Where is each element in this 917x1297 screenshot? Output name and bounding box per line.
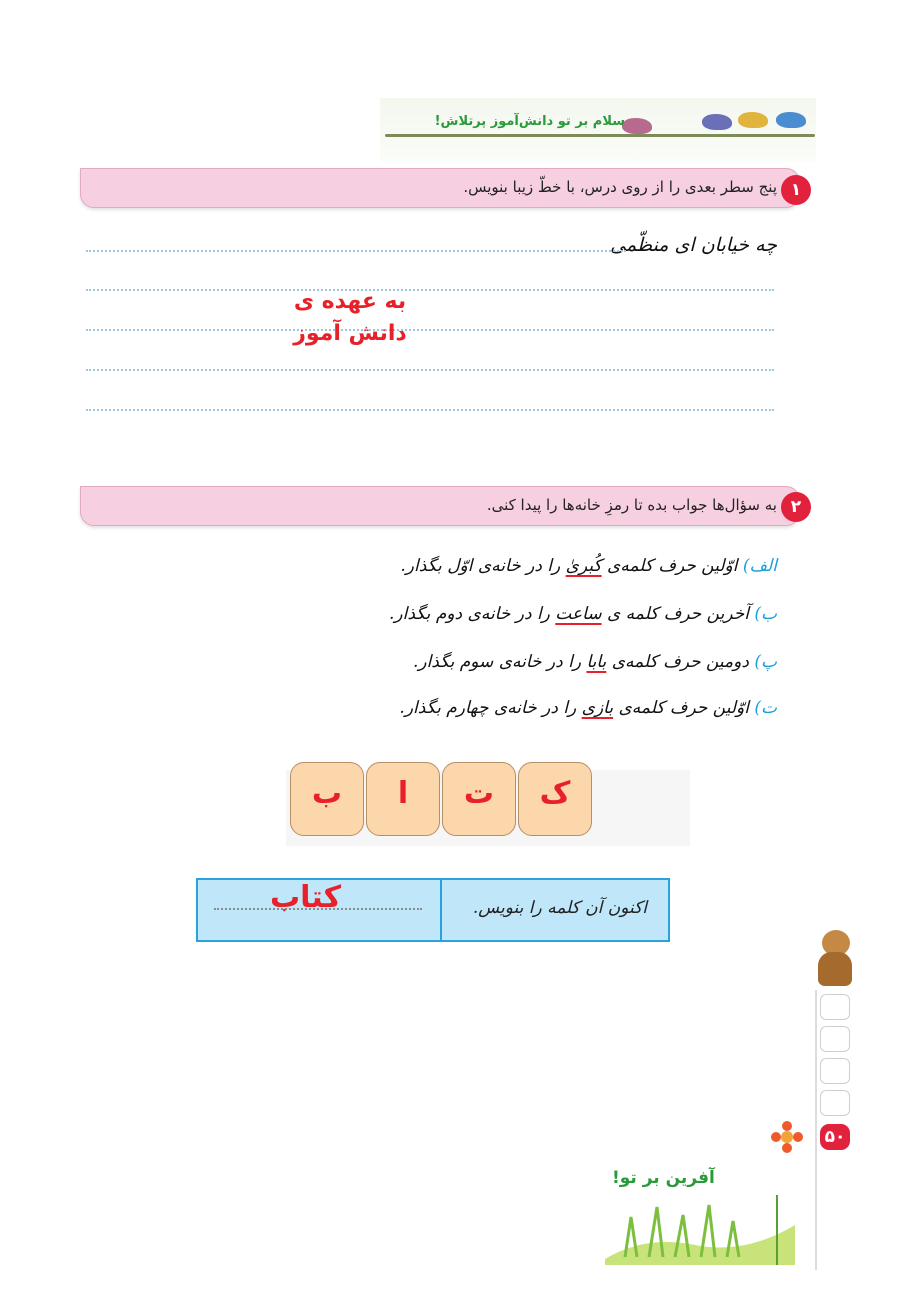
question-row <box>389 604 777 624</box>
question-label: الف) <box>742 556 777 576</box>
banner-greeting: سلام بر تو دانش‌آموز پرتلاش! <box>434 114 625 129</box>
question-text: را در خانه‌ی دوم بگذار. <box>389 604 556 624</box>
bird-icon <box>622 118 652 134</box>
progress-box <box>820 994 850 1020</box>
sample-line: چه خیابان ای منظّمی <box>610 234 777 256</box>
writing-line <box>86 250 626 252</box>
letter-box-4[interactable]: ب <box>290 762 364 836</box>
page-number: ۵۰ <box>820 1124 850 1150</box>
question-word: کُبریٰ <box>565 556 602 576</box>
question-word: بازی <box>581 698 614 718</box>
answer-input[interactable]: کتاب <box>270 880 342 915</box>
flower-icon <box>770 1120 804 1154</box>
writing-line <box>86 369 774 371</box>
letter-box-2[interactable]: ت <box>442 762 516 836</box>
bird-icon <box>702 114 732 130</box>
writing-line <box>86 289 774 291</box>
question-text: اوّلین حرف کلمه‌ی <box>613 698 755 718</box>
answer-prompt: اکنون آن کلمه را بنویس. <box>472 898 647 918</box>
letter-box-1[interactable]: ک <box>518 762 592 836</box>
bear-body <box>818 952 852 986</box>
grass-decoration <box>605 1195 795 1265</box>
question-label: ت) <box>754 698 777 718</box>
question-row <box>413 652 777 672</box>
writing-line <box>86 409 774 411</box>
table-divider <box>440 878 442 942</box>
question-row <box>399 698 777 718</box>
question-word: بابا <box>586 652 607 672</box>
teacher-note <box>280 286 420 350</box>
side-divider <box>815 990 817 1270</box>
question-text: اوّلین حرف کلمه‌ی <box>601 556 743 576</box>
exercise-number-2: ۲ <box>781 492 811 522</box>
bird-icon <box>776 112 806 128</box>
question-text: دومین حرف کلمه‌ی <box>606 652 755 672</box>
question-row <box>400 556 777 576</box>
letter-box-3[interactable]: ا <box>366 762 440 836</box>
branch-decoration <box>385 134 815 137</box>
praise-text: آفرین بر تو! <box>612 1168 715 1188</box>
header-banner <box>380 98 816 162</box>
question-text: را در خانه‌ی اوّل بگذار. <box>400 556 566 576</box>
progress-box <box>820 1090 850 1116</box>
instruction-text-1: پنج سطر بعدی را از روی درس، با خطّ زیبا بنویس. <box>463 178 777 196</box>
bird-icon <box>738 112 768 128</box>
question-text: را در خانه‌ی چهارم بگذار. <box>399 698 582 718</box>
writing-line <box>86 329 774 331</box>
exercise-number-1: ۱ <box>781 175 811 205</box>
teacher-note-line: دانش آموز <box>293 321 407 346</box>
instruction-text-2: به سؤال‌ها جواب بده تا رمزِ خانه‌ها را پیدا کنی. <box>486 496 777 514</box>
question-label: پ) <box>754 652 777 672</box>
question-word: ساعت <box>555 604 602 624</box>
question-label: ب) <box>754 604 777 624</box>
question-text: را در خانه‌ی سوم بگذار. <box>412 652 587 672</box>
progress-box <box>820 1026 850 1052</box>
progress-box <box>820 1058 850 1084</box>
question-text: آخرین حرف کلمه ی <box>601 604 755 624</box>
teacher-note-line: به عهده ی <box>293 289 407 314</box>
